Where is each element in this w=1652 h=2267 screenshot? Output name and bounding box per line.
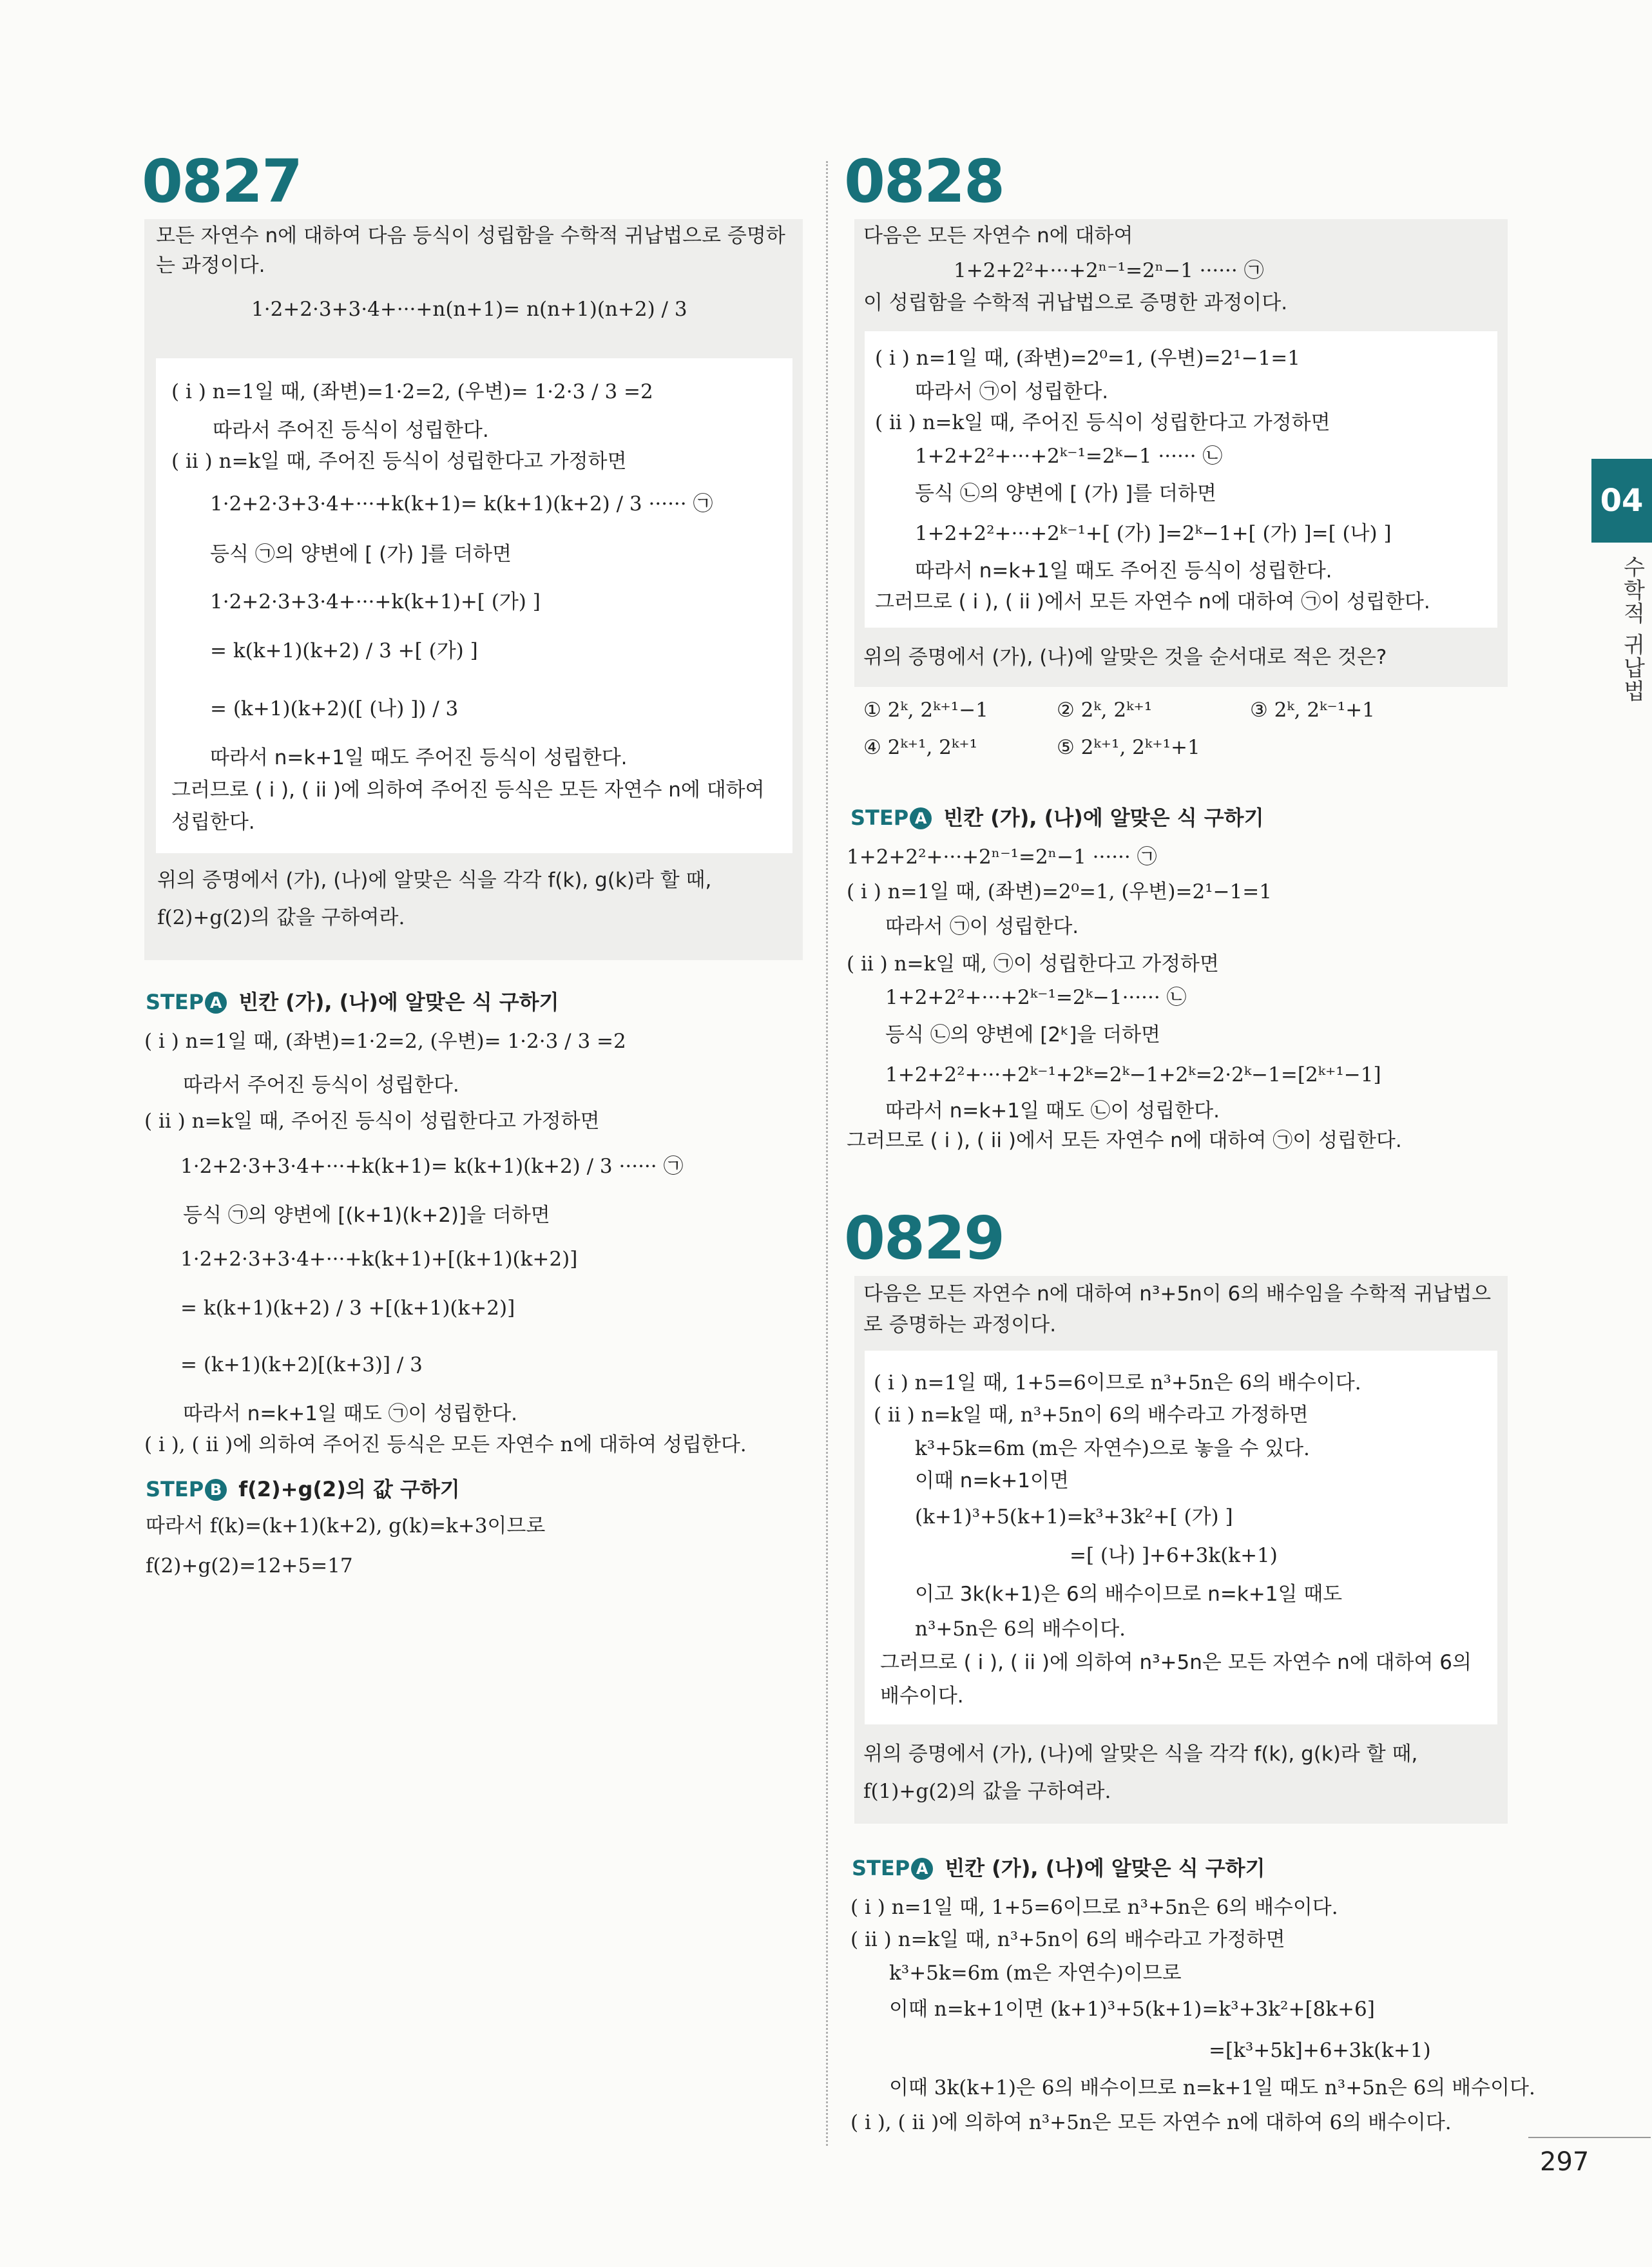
proof-line: 그러므로 ( i ), ( ii )에 의하여 주어진 등식은 모든 자연수 n에 대하여	[171, 778, 765, 802]
proof-line: =[ (나) ]+6+3k(k+1)	[1070, 1544, 1278, 1567]
proof-line: ( ii ) n=k일 때, 주어진 등식이 성립한다고 가정하면	[875, 411, 1330, 434]
step-a-heading: STEP A 빈칸 (가), (나)에 알맞은 식 구하기	[850, 806, 1264, 830]
solution-line: 등식 ㉡의 양변에 [2ᵏ]을 더하면	[885, 1023, 1160, 1047]
column-divider	[826, 161, 828, 2146]
solution-line: = (k+1)(k+2)[(k+3)] / 3	[180, 1353, 423, 1376]
solution-line: 그러므로 ( i ), ( ii )에서 모든 자연수 n에 대하여 ㉠이 성립한다.	[847, 1129, 1402, 1152]
page-number: 297	[1540, 2147, 1590, 2177]
solution-line: = k(k+1)(k+2) / 3 +[(k+1)(k+2)]	[180, 1297, 515, 1320]
solution-line: f(2)+g(2)=12+5=17	[146, 1554, 353, 1577]
question-text: 모든 자연수 n에 대하여 다음 등식이 성립함을 수학적 귀납법으로 증명하	[156, 224, 785, 247]
proof-line: 1·2+2·3+3·4+···+k(k+1)+[ (가) ]	[210, 590, 541, 613]
equation: 1·2+2·3+3·4+···+n(n+1)= n(n+1)(n+2) / 3	[251, 298, 687, 321]
solution-line: 따라서 n=k+1일 때도 ㉡이 성립한다.	[885, 1099, 1220, 1123]
proof-line: 따라서 n=k+1일 때도 주어진 등식이 성립한다.	[915, 559, 1332, 583]
solution-line: 1·2+2·3+3·4+···+k(k+1)= k(k+1)(k+2) / 3 ······ ㉠	[180, 1155, 684, 1178]
step-a-heading: STEP A 빈칸 (가), (나)에 알맞은 식 구하기	[146, 990, 559, 1014]
proof-line: n³+5n은 6의 배수이다.	[915, 1617, 1126, 1641]
solution-line: 1·2+2·3+3·4+···+k(k+1)+[(k+1)(k+2)]	[180, 1248, 578, 1271]
solution-line: k³+5k=6m (m은 자연수)이므로	[889, 1962, 1182, 1985]
proof-line: ( i ) n=1일 때, 1+5=6이므로 n³+5n은 6의 배수이다.	[874, 1371, 1361, 1394]
proof-line: 1+2+2²+···+2ᵏ⁻¹+[ (가) ]=2ᵏ−1+[ (가) ]=[ (나) ]	[915, 522, 1392, 545]
problem-number: 0828	[844, 147, 1004, 216]
question-text: 다음은 모든 자연수 n에 대하여	[863, 224, 1133, 247]
solution-line: 따라서 f(k)=(k+1)(k+2), g(k)=k+3이므로	[146, 1514, 546, 1538]
ask-text: 위의 증명에서 (가), (나)에 알맞은 것을 순서대로 적은 것은?	[863, 646, 1387, 669]
proof-line: ( ii ) n=k일 때, n³+5n이 6의 배수라고 가정하면	[874, 1404, 1309, 1427]
ask-text: 위의 증명에서 (가), (나)에 알맞은 식을 각각 f(k), g(k)라 할 때,	[157, 869, 712, 892]
proof-line: (k+1)³+5(k+1)=k³+3k²+[ (가) ]	[915, 1505, 1233, 1529]
proof-line: ( i ) n=1일 때, (좌변)=2⁰=1, (우변)=2¹−1=1	[875, 347, 1300, 370]
proof-line: = k(k+1)(k+2) / 3 +[ (가) ]	[210, 639, 478, 662]
proof-line: 그러므로 ( i ), ( ii )에 의하여 n³+5n은 모든 자연수 n에 대하여 6의	[880, 1651, 1472, 1674]
solution-line: 이때 3k(k+1)은 6의 배수이므로 n=k+1일 때도 n³+5n은 6의 배수이다.	[889, 2076, 1535, 2099]
proof-line: 따라서 주어진 등식이 성립한다.	[213, 419, 489, 442]
proof-line: 성립한다.	[171, 811, 255, 834]
step-a-heading: STEP A 빈칸 (가), (나)에 알맞은 식 구하기	[852, 1856, 1265, 1880]
question-text: 는 과정이다.	[156, 254, 265, 277]
equation: 1+2+2²+···+2ⁿ⁻¹=2ⁿ−1 ······ ㉠	[954, 259, 1264, 282]
proof-line: ( ii ) n=k일 때, 주어진 등식이 성립한다고 가정하면	[171, 450, 627, 473]
step-b-heading: STEP B f(2)+g(2)의 값 구하기	[146, 1477, 460, 1501]
solution-line: ( i ), ( ii )에 의하여 n³+5n은 모든 자연수 n에 대하여 6의 배수이다.	[850, 2111, 1452, 2134]
question-text: 로 증명하는 과정이다.	[863, 1313, 1057, 1336]
proof-line: 따라서 ㉠이 성립한다.	[915, 380, 1109, 403]
solution-line: ( ii ) n=k일 때, ㉠이 성립한다고 가정하면	[847, 952, 1219, 976]
proof-line: 1+2+2²+···+2ᵏ⁻¹=2ᵏ−1 ······ ㉡	[915, 445, 1223, 468]
ask-text: f(1)+g(2)의 값을 구하여라.	[863, 1780, 1111, 1803]
ask-text: 위의 증명에서 (가), (나)에 알맞은 식을 각각 f(k), g(k)라 할 때,	[863, 1742, 1418, 1766]
ask-text: f(2)+g(2)의 값을 구하여라.	[157, 906, 405, 929]
choice: ③ 2ᵏ, 2ᵏ⁻¹+1	[1250, 699, 1375, 722]
proof-line: 따라서 n=k+1일 때도 주어진 등식이 성립한다.	[210, 746, 628, 769]
chapter-tab: 04	[1591, 459, 1652, 543]
proof-line: 이때 n=k+1이면	[915, 1469, 1069, 1492]
proof-line: 그러므로 ( i ), ( ii )에서 모든 자연수 n에 대하여 ㉠이 성립한다.	[875, 590, 1430, 613]
question-text: 이 성립함을 수학적 귀납법으로 증명한 과정이다.	[863, 291, 1288, 314]
proof-line: 등식 ㉠의 양변에 [ (가) ]를 더하면	[210, 543, 512, 566]
solution-line: 따라서 주어진 등식이 성립한다.	[183, 1074, 459, 1097]
chapter-title: 수학적 귀납법	[1619, 555, 1645, 703]
proof-line: 배수이다.	[880, 1684, 964, 1708]
solution-line: 1+2+2²+···+2ᵏ⁻¹=2ᵏ−1······ ㉡	[885, 986, 1187, 1009]
solution-line: ( ii ) n=k일 때, n³+5n이 6의 배수라고 가정하면	[850, 1928, 1285, 1951]
choice: ② 2ᵏ, 2ᵏ⁺¹	[1057, 699, 1153, 722]
proof-line: 등식 ㉡의 양변에 [ (가) ]를 더하면	[915, 482, 1216, 505]
solution-line: ( i ) n=1일 때, (좌변)=1·2=2, (우변)= 1·2·3 / 3 =2	[144, 1030, 626, 1053]
proof-line: ( i ) n=1일 때, (좌변)=1·2=2, (우변)= 1·2·3 / 3 =2	[171, 380, 653, 403]
solution-line: 1+2+2²+···+2ᵏ⁻¹+2ᵏ=2ᵏ−1+2ᵏ=2·2ᵏ−1=[2ᵏ⁺¹−1]	[885, 1063, 1381, 1086]
problem-number: 0827	[142, 147, 302, 216]
solution-line: 1+2+2²+···+2ⁿ⁻¹=2ⁿ−1 ······ ㉠	[847, 845, 1157, 869]
proof-line: 1·2+2·3+3·4+···+k(k+1)= k(k+1)(k+2) / 3 ······ ㉠	[210, 492, 713, 516]
solution-line: =[k³+5k]+6+3k(k+1)	[1209, 2039, 1431, 2062]
solution-line: 등식 ㉠의 양변에 [(k+1)(k+2)]을 더하면	[183, 1204, 550, 1227]
choice: ① 2ᵏ, 2ᵏ⁺¹−1	[863, 699, 988, 722]
solution-line: ( i ) n=1일 때, (좌변)=2⁰=1, (우변)=2¹−1=1	[847, 880, 1272, 903]
proof-line: k³+5k=6m (m은 자연수)으로 놓을 수 있다.	[915, 1437, 1310, 1460]
choice: ④ 2ᵏ⁺¹, 2ᵏ⁺¹	[863, 736, 977, 759]
solution-line: ( ii ) n=k일 때, 주어진 등식이 성립한다고 가정하면	[144, 1110, 600, 1133]
solution-line: 따라서 n=k+1일 때도 ㉠이 성립한다.	[183, 1402, 517, 1425]
proof-line: = (k+1)(k+2)([ (나) ]) / 3	[210, 697, 459, 720]
solution-line: ( i ) n=1일 때, 1+5=6이므로 n³+5n은 6의 배수이다.	[850, 1896, 1338, 1919]
solution-line: ( i ), ( ii )에 의하여 주어진 등식은 모든 자연수 n에 대하여 성립한다.	[144, 1433, 747, 1456]
question-text: 다음은 모든 자연수 n에 대하여 n³+5n이 6의 배수임을 수학적 귀납법으	[863, 1282, 1492, 1306]
proof-line: 이고 3k(k+1)은 6의 배수이므로 n=k+1일 때도	[915, 1583, 1343, 1606]
solution-line: 따라서 ㉠이 성립한다.	[885, 915, 1079, 938]
solution-line: 이때 n=k+1이면 (k+1)³+5(k+1)=k³+3k²+[8k+6]	[889, 1998, 1375, 2021]
problem-number: 0829	[844, 1204, 1004, 1273]
choice: ⑤ 2ᵏ⁺¹, 2ᵏ⁺¹+1	[1057, 736, 1200, 759]
page-rule	[1528, 2137, 1651, 2138]
